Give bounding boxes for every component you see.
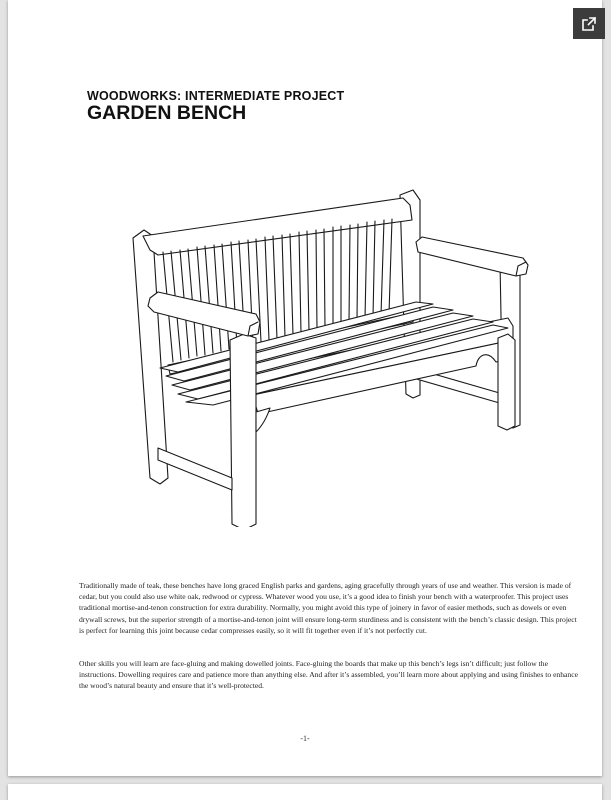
next-page-preview	[8, 784, 602, 800]
page-title: GARDEN BENCH	[87, 102, 247, 124]
skills-paragraph: Other skills you will learn are face-gluing and making dowelled joints. Face-gluing the boards that make up this bench’s legs isn’t difficult; just follow the instructions. Dowelling requires care and patience more than anything else. And after it’s assembled, you’ll learn more about applying and using finishes to enhance the wood’s natural beauty and ensure that it’s well-protected.	[79, 659, 578, 691]
garden-bench-illustration	[123, 182, 533, 527]
intro-paragraph: Traditionally made of teak, these benches have long graced English parks and gardens, aging gracefully through years of use and weather. This version is made of cedar, but you could also use white oak, redwood or cypress. Whatever wood you use, it’s a good idea to finish your bench with a waterproofer. This project uses traditional mortise-and-tenon construction for extra durability. Normally, you might avoid this type of joinery in favor of easier methods, such as dowels or even drywall screws, but the superior strength of a mortise-and-tenon joint will ensure long-term sturdiness and is consistent with the bench’s classic design. This project is perfect for learning this joint because cedar compresses easily, so it will fit together even if it’s not perfectly cut.	[79, 581, 577, 635]
page-number: -1-	[300, 734, 310, 743]
open-in-new-window-button[interactable]	[573, 8, 605, 39]
open-in-new-icon	[581, 16, 597, 32]
document-page	[8, 0, 602, 776]
project-category-heading: WOODWORKS: INTERMEDIATE PROJECT	[87, 89, 345, 103]
